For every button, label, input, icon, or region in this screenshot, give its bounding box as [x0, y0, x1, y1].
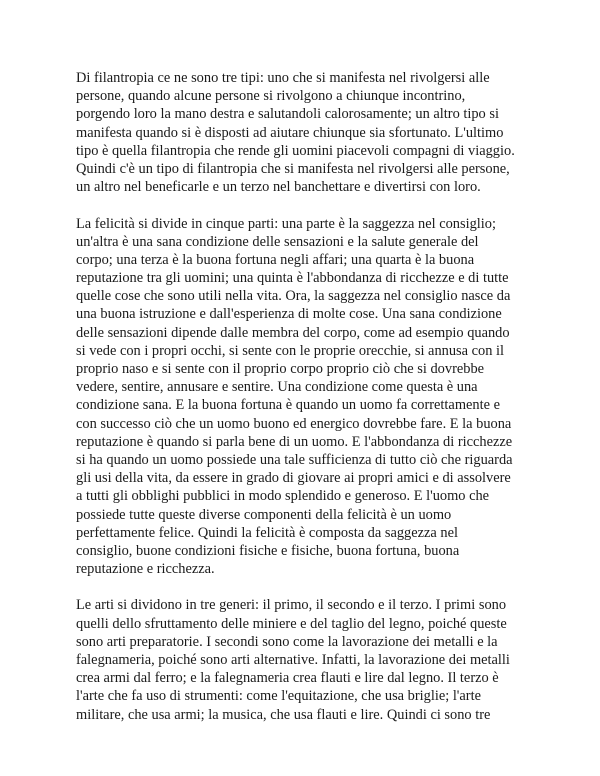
text-line: reputazione tra gli uomini; una quinta è l'abbondanza di ricchezze e di tutte — [76, 270, 509, 287]
text-line: porgendo loro la mano destra e salutandoli calorosamente; un altro tipo si — [76, 106, 499, 123]
text-line: reputazione e ricchezza. — [76, 561, 215, 578]
text-line: con successo ciò che un uomo buono ed energico dovrebbe fare. E la buona — [76, 415, 512, 432]
paragraph-happiness — [76, 215, 528, 579]
text-line: quelli dello sfruttamento delle miniere e del taglio del legno, poiché queste — [76, 615, 507, 632]
text-line: La felicità si divide in cinque parti: una parte è la saggezza nel consiglio; — [76, 215, 496, 232]
text-line: persone, quando alcune persone si rivolgono a chiunque incontrino, — [76, 88, 466, 105]
text-line: perfettamente felice. Quindi la felicità è composta da saggezza nel — [76, 524, 458, 541]
text-line: proprio naso e si sente con il proprio corpo proprio ciò che si dovrebbe — [76, 361, 485, 377]
text-line: Quindi c'è un tipo di filantropia che si manifesta nel rivolgersi alle persone, — [76, 160, 510, 177]
text-line: sono arti preparatorie. I secondi sono come la lavorazione dei metalli e la — [76, 633, 498, 650]
text-line: possiede tutte queste diverse componenti della felicità è un uomo — [76, 506, 452, 523]
text-line: quelle cose che sono utili nella vita. Ora, la saggezza nel consiglio nasce da — [76, 288, 511, 305]
text-line: a tutti gli obblighi pubblici in modo splendido e generoso. E l'uomo che — [76, 488, 490, 505]
text-line: corpo; una terza è la buona fortuna negli affari; una quarta è la buona — [76, 251, 475, 268]
text-line: militare, che usa armi; la musica, che usa flauti e lire. Quindi ci sono tre — [76, 706, 491, 723]
text-line: si ha quando un uomo possiede una tale sufficienza di tutto ciò che riguarda — [76, 451, 513, 468]
text-line: si vede con i propri occhi, si sente con le proprie orecchie, si annusa con il — [76, 342, 504, 359]
text-line: reputazione è quando si parla bene di un uomo. E l'abbondanza di ricchezze — [76, 433, 513, 450]
text-line: Le arti si dividono in tre generi: il primo, il secondo e il terzo. I primi sono — [76, 597, 507, 614]
text-line: l'arte che fa uso di strumenti: come l'equitazione, che usa briglie; l'arte — [76, 688, 481, 705]
text-line: crea armi dal ferro; e la falegnameria crea flauti e lire dal legno. Il terzo è — [76, 670, 499, 687]
text-line: delle sensazioni dipende dalle membra del corpo, come ad esempio quando — [76, 324, 510, 341]
text-line: un'altra è una sana condizione delle sensazioni e la salute generale del — [76, 233, 479, 250]
text-line: una buona istruzione e dall'esperienza di molte cose. Una sana condizione — [76, 306, 502, 323]
paragraph-arts — [76, 596, 528, 723]
text-line: falegnameria, poiché sono arti alternative. Infatti, la lavorazione dei metalli — [76, 652, 510, 668]
paragraph-philanthropy — [76, 69, 528, 196]
text-line: Di filantropia ce ne sono tre tipi: uno che si manifesta nel rivolgersi alle — [76, 70, 490, 86]
text-line: un altro nel beneficarle e un terzo nel banchettare e divertirsi con loro. — [76, 179, 481, 196]
text-line: gli usi della vita, da essere in grado di giovare ai propri amici e di assolvere — [76, 470, 511, 487]
text-line: manifesta quando si è disposti ad aiutare chiunque sia sfortunato. L'ultimo — [76, 124, 504, 141]
text-line: condizione sana. E la buona fortuna è quando un uomo fa correttamente e — [76, 397, 500, 414]
text-line: tipo è quella filantropia che rende gli uomini piacevoli compagni di viaggio. — [76, 142, 515, 159]
text-line: consiglio, buone condizioni fisiche e fisiche, buona fortuna, buona — [76, 542, 460, 559]
text-line: vedere, sentire, annusare e sentire. Una condizione come questa è una — [76, 379, 478, 396]
document-page — [76, 69, 528, 724]
